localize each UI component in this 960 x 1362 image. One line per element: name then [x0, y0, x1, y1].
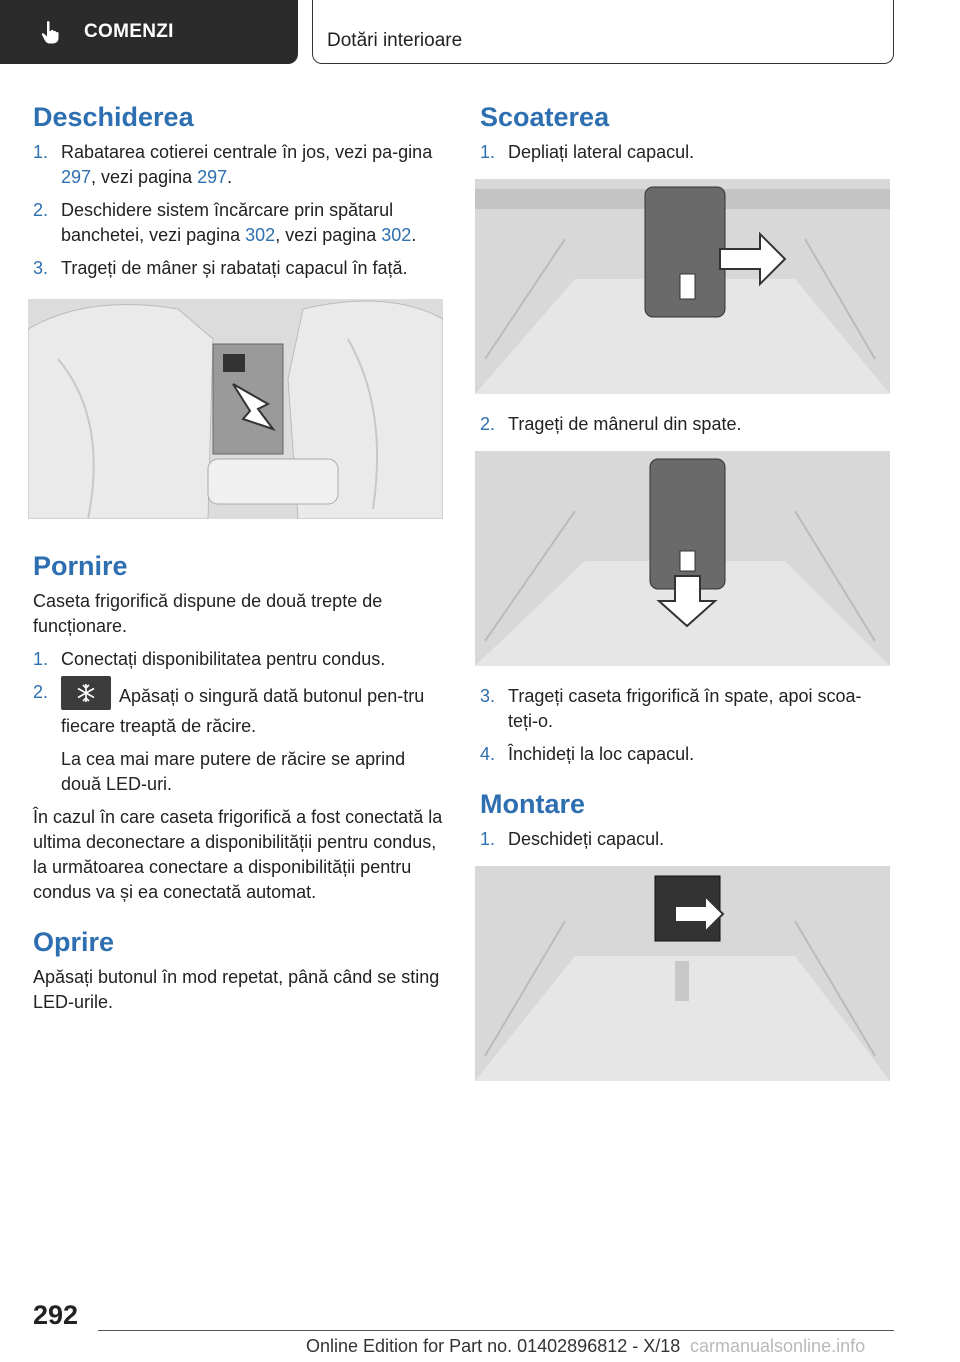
header-section-label: COMENZI	[84, 21, 174, 42]
photo-trunk-rear-handle	[475, 451, 890, 666]
hand-pointer-icon	[40, 20, 62, 44]
footer-edition: Online Edition for Part no. 01402896812 - X/18	[306, 1336, 681, 1356]
section-title-removal: Scoaterea	[480, 102, 610, 132]
step-note: La cea mai mare putere de răcire se aprind două LED-uri.	[61, 749, 406, 794]
section-title-opening: Deschiderea	[33, 102, 194, 132]
photo-trunk-side-cover	[475, 179, 890, 394]
header-chapter-label: Dotări interioare	[327, 30, 463, 51]
page-link[interactable]: 302	[381, 225, 412, 245]
list-item: 1. Deschideți capacul.	[480, 829, 665, 849]
watermark: carmanualsonline.info	[690, 1336, 866, 1356]
list-item: 1. Depliați lateral capacul.	[480, 142, 695, 162]
section-title-start: Pornire	[33, 551, 128, 581]
snowflake-icon	[61, 676, 111, 710]
right-column	[480, 100, 890, 1081]
left-column	[33, 100, 443, 1023]
page-number: 292	[33, 1300, 79, 1330]
list-item: 2. Deschidere sistem încărcare prin spătarul banchetei, vezi pagina 302, vezi pagina 302.	[33, 200, 417, 245]
footer-divider	[98, 1330, 894, 1331]
list-item: 1. Conectați disponibilitatea pentru condus.	[33, 649, 386, 669]
section-title-mount: Montare	[480, 789, 586, 819]
cooling-button	[61, 676, 111, 710]
list-item: 1. Rabatarea cotierei centrale în jos, vezi pa-gina 297, vezi pagina 297.	[33, 142, 433, 187]
page-link[interactable]: 297	[61, 167, 92, 187]
header-section-tab	[0, 0, 298, 64]
photo-trunk-open-cover	[475, 866, 890, 1081]
photo-rear-armrest	[28, 299, 443, 519]
paragraph: Apăsați butonul în mod repetat, până când se sting LED-urile.	[33, 967, 440, 1012]
list-item: 2. Apăsați o singură dată butonul pen-tru fiecare treaptă de răcire.	[33, 680, 443, 739]
page-link[interactable]: 302	[245, 225, 276, 245]
paragraph: Caseta frigorifică dispune de două trepte de funcționare.	[33, 591, 383, 636]
list-item: 4. Închideți la loc capacul.	[480, 744, 695, 764]
header-chapter-tab	[312, 0, 894, 64]
paragraph: În cazul în care caseta frigorifică a fost conectată la ultima deconectare a disponibilității pentru condus, la următoarea conectare a disponibilității pentru condus va și ea conectată automat.	[33, 807, 443, 902]
list-item: 3. Trageți de mâner și rabatați capacul în față.	[33, 258, 408, 278]
section-title-stop: Oprire	[33, 927, 115, 957]
start-steps	[33, 647, 443, 739]
list-item: 2. Trageți de mânerul din spate.	[480, 414, 742, 434]
list-item: 3. Trageți caseta frigorifică în spate, apoi scoa-teți-o.	[480, 686, 862, 731]
page-link[interactable]: 297	[197, 167, 228, 187]
opening-steps	[33, 140, 443, 281]
